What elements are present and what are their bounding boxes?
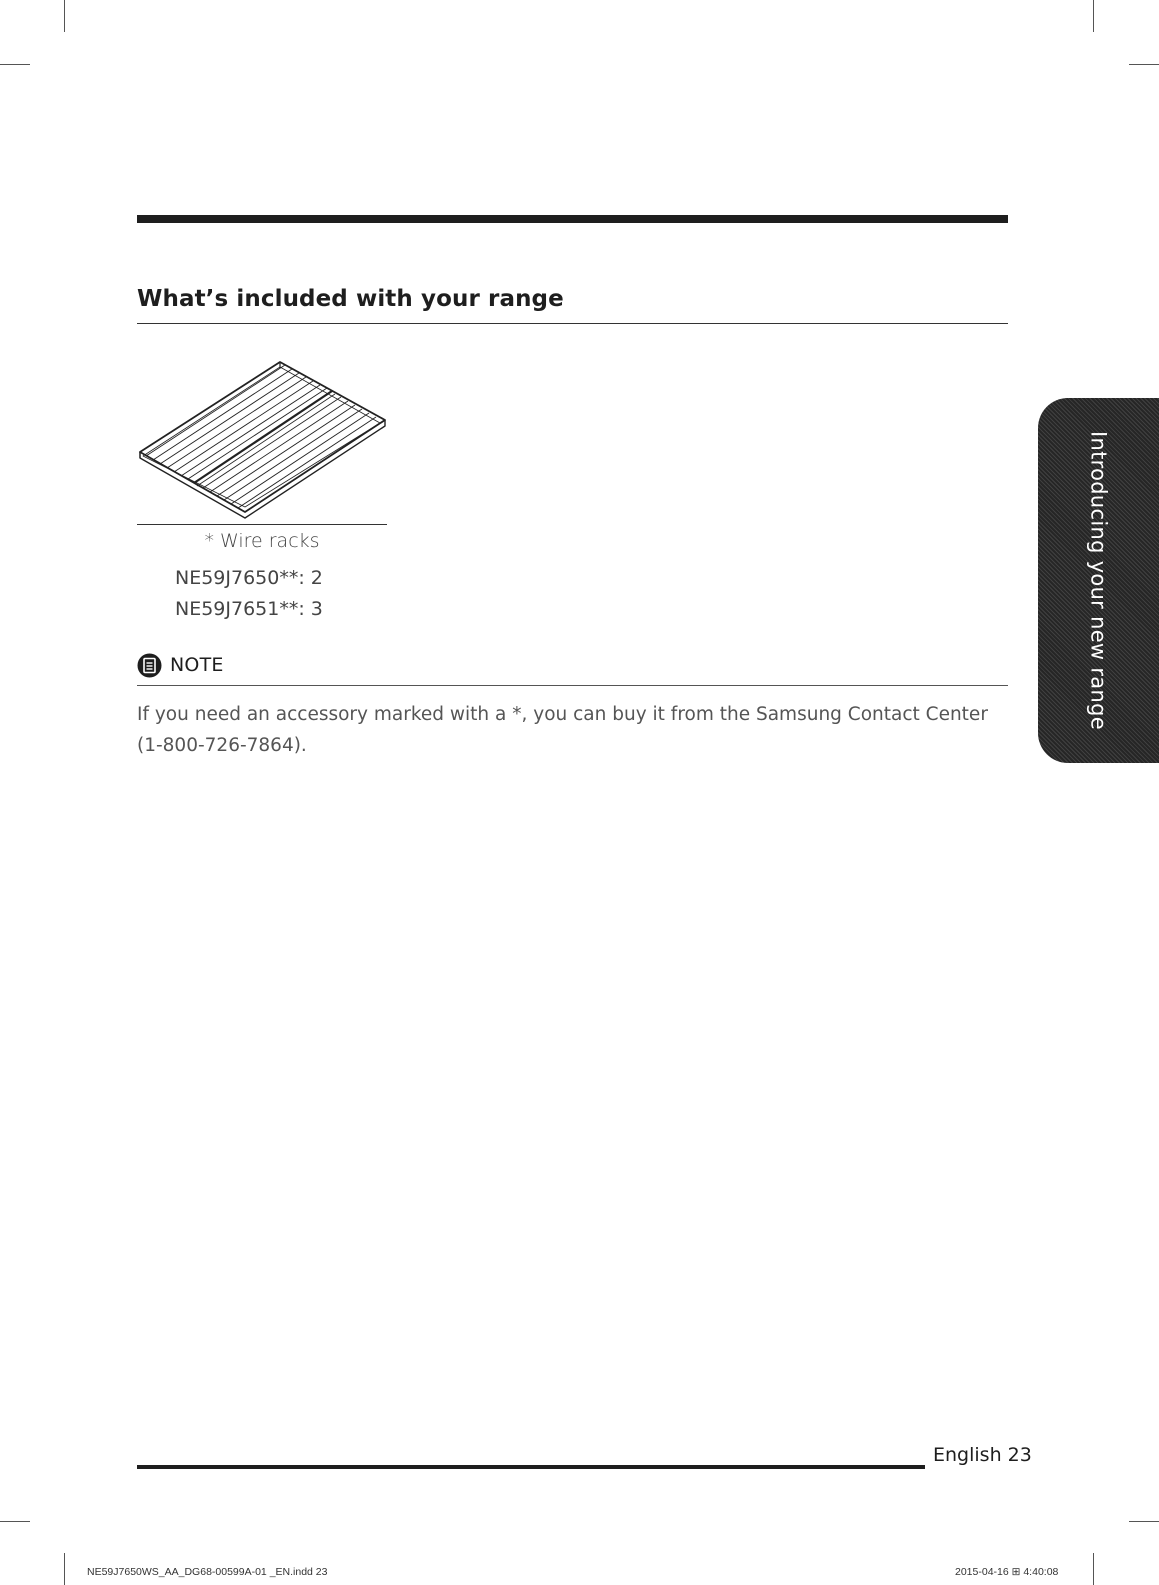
- accessory-caption: * Wire racks: [204, 530, 320, 552]
- model-quantity-item: NE59J7651**: 3: [175, 598, 323, 620]
- model-quantity-list: [175, 563, 323, 625]
- figure-rule: [137, 524, 387, 525]
- print-slug-timestamp: 2015-04-16 ⊞ 4:40:08: [955, 1566, 1059, 1578]
- crop-mark-left-bottom: [0, 1521, 30, 1522]
- model-quantity-item: NE59J7650**: 2: [175, 567, 323, 589]
- note-header: [137, 651, 224, 679]
- note-icon: [137, 653, 162, 678]
- crop-mark-bottom-left: [64, 1553, 65, 1585]
- print-slug-file: NE59J7650WS_AA_DG68-00599A-01 _EN.indd 23: [87, 1566, 328, 1578]
- chapter-side-tab-label: Introducing your new range: [1086, 431, 1111, 730]
- crop-mark-left-top: [0, 64, 30, 65]
- note-rule: [137, 685, 1008, 686]
- crop-mark-top-left: [64, 0, 65, 32]
- section-top-rule: [137, 215, 1008, 223]
- page-number-label: English 23: [933, 1444, 1032, 1466]
- chapter-side-tab: [1038, 398, 1159, 763]
- crop-mark-top-right: [1093, 0, 1094, 32]
- crop-mark-bottom-right: [1093, 1553, 1094, 1585]
- section-title: What’s included with your range: [137, 286, 564, 312]
- wire-rack-illustration: [137, 360, 389, 520]
- footer-rule: [137, 1465, 925, 1469]
- note-label: NOTE: [170, 654, 224, 676]
- note-text: If you need an accessory marked with a *, you can buy it from the Samsung Contact Center (1-800-726-7864).: [137, 704, 988, 756]
- crop-mark-right-top: [1129, 64, 1159, 65]
- crop-mark-right-bottom: [1129, 1521, 1159, 1522]
- section-title-rule: [137, 323, 1008, 324]
